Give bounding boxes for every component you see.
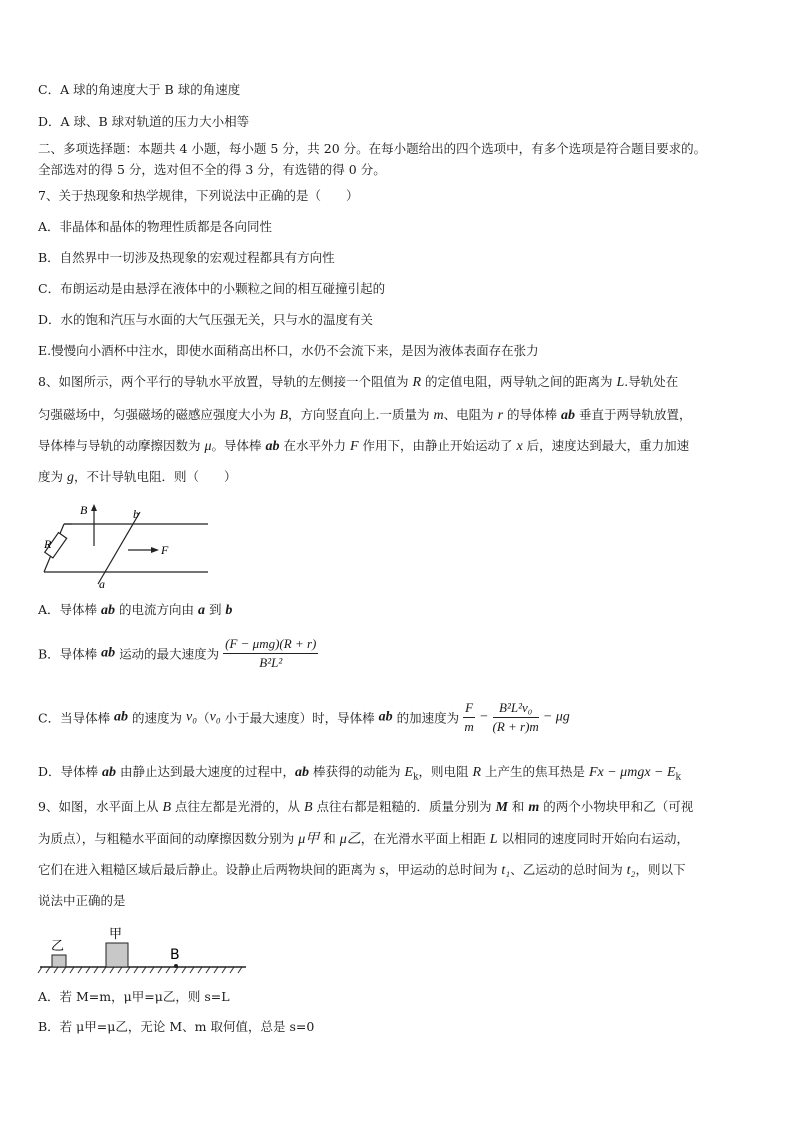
q9-option-a: A．若 M=m，μ甲=μ乙，则 s=L: [38, 989, 230, 1004]
label-yi: 乙: [51, 939, 65, 954]
q8-option-d: D．导体棒 ab 由静止达到最大速度的过程中，ab 棒获得的动能为 $E_k$，则电阻 R 上产生的焦耳热是 $Fx - \mu mgx - E_k$: [38, 764, 682, 783]
label-jia: 甲: [109, 927, 123, 942]
conductor-rod-ab: [98, 512, 140, 584]
block-jia: [106, 943, 128, 967]
q9-line4: 说法中正确的是: [38, 893, 126, 908]
q7-option-c: C．布朗运动是由悬浮在液体中的小颗粒之间的相互碰撞引起的: [38, 281, 386, 296]
section-heading-line1: 二、多项选择题：本题共 4 小题，每小题 5 分，共 20 分。在每小题给出的四个选项中，有多个选项是符合题目要求的。: [38, 141, 707, 156]
q9-line1: 9、如图，水平面上从 B 点往左都是光滑的，从 B 点往右都是粗糙的．质量分别为 M 和 m 的两个小物块甲和乙（可视: [38, 799, 694, 815]
max-speed-fraction: $\frac{\text{(F − μmg)(R + r)}}{\text{B²L²}}$: [225, 636, 317, 670]
block-yi: [52, 955, 66, 967]
label-B: B: [80, 503, 88, 517]
q7-option-b: B．自然界中一切涉及热现象的宏观过程都具有方向性: [38, 250, 335, 265]
q8-option-c: C．当导体棒 ab 的速度为 v₀（v₀ 小于最大速度）时，导体棒 ab 的加速度为 $\frac{F}{m}$ − $\frac{\text{B²L²v₀}}{(R + r)m}$ − μg: [38, 700, 570, 734]
q9-surface-diagram: [36, 922, 250, 978]
q8-line1: 8、如图所示，两个平行的导轨水平放置，导轨的左侧接一个阻值为 R 的定值电阻，两导轨之间的距离为 L.导轨处在: [38, 374, 679, 390]
ground-hatching: [38, 967, 242, 973]
label-b: b: [133, 507, 139, 521]
force-arrowhead: [151, 547, 159, 553]
option-d-q6: D．A 球、B 球对轨道的压力大小相等: [38, 114, 250, 129]
accel-fraction-1: $\frac{F}{m}$: [464, 700, 474, 734]
section-heading-line2: 全部选对的得 5 分，选对但不全的得 3 分，有选错的得 0 分。: [38, 162, 386, 177]
q8-line3: 导体棒与导轨的动摩擦因数为 μ。导体棒 ab 在水平外力 F 作用下，由静止开始运动了 x 后，速度达到最大，重力加速: [38, 438, 690, 454]
q9-line2: 为质点），与粗糙水平面间的动摩擦因数分别为 μ甲 和 μ乙，在光滑水平面上相距 L 以相同的速度同时开始向右运动，: [38, 831, 690, 847]
q7-option-a: A．非晶体和晶体的物理性质都是各向同性: [38, 219, 273, 234]
q7-option-d: D．水的饱和汽压与水面的大气压强无关，只与水的温度有关: [38, 312, 374, 327]
point-B: [174, 964, 178, 968]
q8-line2: 匀强磁场中，匀强磁场的磁感应强度大小为 B，方向竖直向上.一质量为 m、电阻为 r 的导体棒 ab 垂直于两导轨放置，: [38, 407, 692, 423]
accel-fraction-2: $\frac{\text{B²L²v₀}}{(R + r)m}$: [492, 700, 539, 734]
q8-option-b: B．导体棒 ab 运动的最大速度为 $\frac{\text{(F − μmg)(R + r)}}{\text{B²L²}}$: [38, 636, 317, 670]
label-R: R: [44, 537, 52, 551]
q8-rail-diagram: [36, 500, 216, 592]
label-a: a: [99, 577, 105, 591]
magnetic-field-arrowhead: [91, 504, 97, 511]
question-7: 7、关于热现象和热学规律，下列说法中正确的是（ ）: [38, 188, 359, 203]
label-F: F: [161, 543, 169, 557]
q7-option-e: E.慢慢向小酒杯中注水，即使水面稍高出杯口，水仍不会流下来，是因为液体表面存在张力: [38, 343, 539, 358]
option-c-q6: C．A 球的角速度大于 B 球的角速度: [38, 82, 241, 97]
q9-line3: 它们在进入粗糙区域后最后静止。设静止后两物块间的距离为 s，甲运动的总时间为 t₁、乙运动的总时间为 t₂，则以下: [38, 862, 686, 878]
q8-option-a: A．导体棒 ab 的电流方向由 a 到 b: [38, 602, 233, 618]
q9-option-b: B．若 μ甲=μ乙，无论 M、m 取何值，总是 s=0: [38, 1019, 315, 1034]
q8-line4: 度为 g，不计导轨电阻．则（ ）: [38, 469, 237, 485]
label-B: B: [170, 947, 180, 963]
